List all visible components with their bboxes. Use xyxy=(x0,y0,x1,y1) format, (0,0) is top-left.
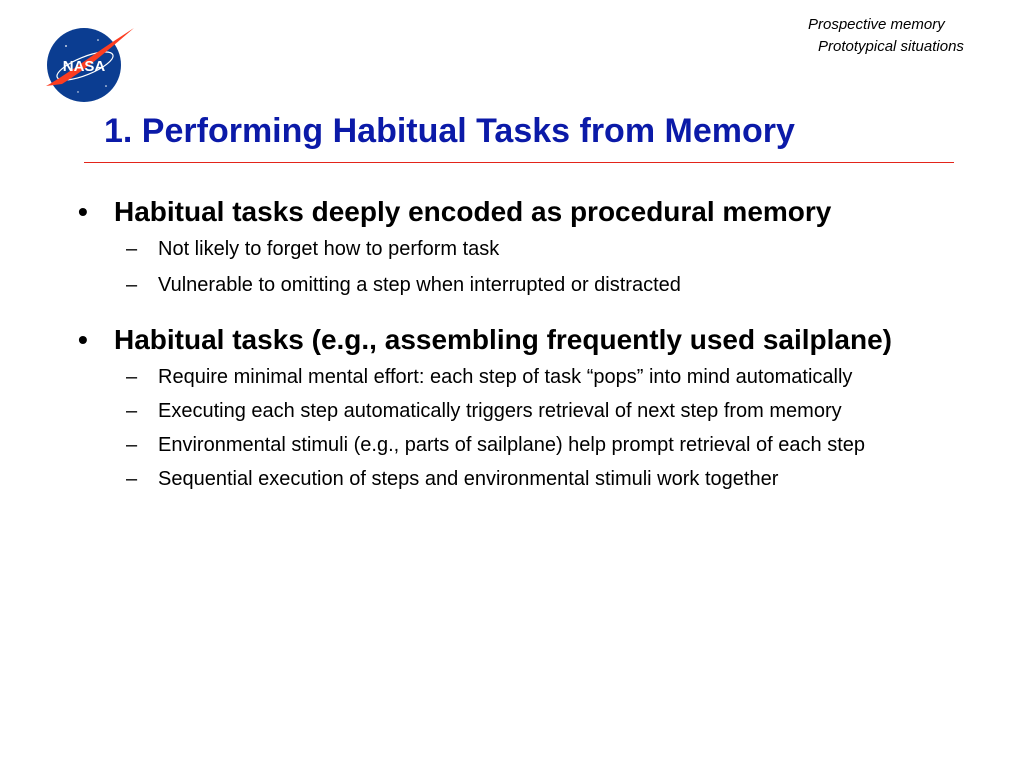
nasa-logo xyxy=(38,24,138,106)
title-divider xyxy=(84,162,954,163)
bullet-text: Habitual tasks (e.g., assembling frequently used sailplane) xyxy=(114,324,892,355)
header-topic: Prospective memory xyxy=(808,16,945,33)
bullet-group xyxy=(78,192,978,300)
sub-bullet-list xyxy=(78,234,978,300)
slide-title: 1. Performing Habitual Tasks from Memory xyxy=(104,112,795,150)
sub-bullet-item xyxy=(78,270,978,300)
dash-icon: – xyxy=(126,238,138,260)
header-subtopic: Prototypical situations xyxy=(818,38,964,55)
sub-bullet-item xyxy=(78,464,978,494)
sub-bullet-text: Vulnerable to omitting a step when interrupted or distracted xyxy=(158,274,681,296)
bullet-group xyxy=(78,320,978,494)
sub-bullet-item xyxy=(78,396,978,426)
dash-icon: – xyxy=(126,468,138,490)
nasa-logo-text: NASA xyxy=(62,58,106,75)
dash-icon: – xyxy=(126,400,138,422)
sub-bullet-list xyxy=(78,362,978,494)
bullet-item xyxy=(78,320,978,360)
bullet-dot-icon: • xyxy=(78,324,88,355)
dash-icon: – xyxy=(126,274,138,296)
sub-bullet-text: Environmental stimuli (e.g., parts of sailplane) help prompt retrieval of each step xyxy=(158,434,866,456)
slide-content xyxy=(78,192,978,498)
dash-icon: – xyxy=(126,366,138,388)
sub-bullet-text: Not likely to forget how to perform task xyxy=(158,238,500,260)
dash-icon: – xyxy=(126,434,138,456)
sub-bullet-item xyxy=(78,234,978,264)
sub-bullet-text: Require minimal mental effort: each step of task “pops” into mind automatically xyxy=(158,366,853,388)
sub-bullet-item xyxy=(78,430,978,460)
sub-bullet-text: Sequential execution of steps and environmental stimuli work together xyxy=(158,468,779,490)
bullet-dot-icon: • xyxy=(78,196,88,227)
bullet-item xyxy=(78,192,978,232)
sub-bullet-item xyxy=(78,362,978,392)
bullet-text: Habitual tasks deeply encoded as procedural memory xyxy=(114,196,832,227)
sub-bullet-text: Executing each step automatically triggers retrieval of next step from memory xyxy=(158,400,842,422)
